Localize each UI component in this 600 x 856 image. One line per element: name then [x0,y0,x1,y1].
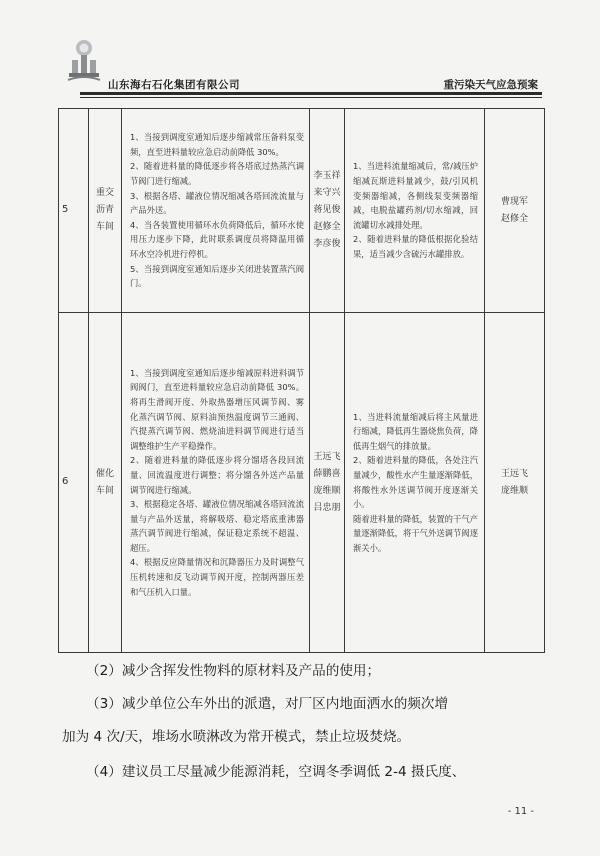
page-header [0,0,600,100]
emergency-measures-table [58,108,545,653]
measure-item: 4、根据反应降量情况和沉降器压力及时调整气压机转速和反飞动调节阀开度，控制两器压差和气压机入口量。 [130,557,304,597]
workshop-measures [345,109,485,313]
measure-item: 2、随着进料量的降低逐步将分馏塔各段回流量、回流温度进行调整；将分馏各外送产品量调节阀进行缩减。 [130,455,304,495]
workshop-measures [345,313,485,653]
body-paragraph: 加为 4 次/天，堆场水喷淋改为常开模式，禁止垃圾焚烧。 [62,729,411,745]
production-measures [122,313,310,653]
body-paragraph: （2）减少含挥发性物料的原材料及产品的使用； [86,663,381,679]
measure-item: 3、根据稳定各塔、罐液位情况缩减各塔回流流量与产品外送量，将解吸塔、稳定塔底重沸器蒸汽调节阀进行缩减，保证稳定系统不超温、超压。 [130,499,304,553]
row-number: 6 [59,313,89,653]
page-number: - 11 - [507,806,534,817]
body-paragraph: （3）减少单位公车外出的派遣，对厂区内地面洒水的频次增 [86,696,449,712]
workshop-name: 催化 车间 [89,313,122,653]
measure-item: 2、随着进料量的降低，各处注汽量减少，酸性水产生量逐渐降低，将酸性水外送调节阀开度逐渐关小。 [353,455,478,510]
measure-item: 1、当进料流量缩减后，常/减压炉缩减瓦斯进料量减少，鼓/引风机变频器缩减，各侧线泵变频器缩减，电脱盐罐药剂/切水缩减，回流罐切水减排处理。 [353,161,478,230]
document-title: 重污染天气应急预案 [443,79,538,91]
measure-item: 3、根据各塔、罐液位情况缩减各塔回流流量与产品外送。 [130,190,304,216]
measure-item: 1、当接到调度室通知后逐步缩减原料进料调节阀阀门，直至进料量较应急启动前降低 30%。将再生滑阀开度、外取热器增压风调节阀、雾化蒸汽调节阀、原料油预热温度调节三通阀、汽提蒸汽调节阀、燃烧油进料调节阀进行适当调整维护生产平稳操作。 [130,367,304,451]
table-row [59,313,545,653]
header-rule-thin [80,97,542,98]
workshop-responsible-persons: 曹现军 赵修全 [485,109,545,313]
measure-item: 4、当各装置使用循环水负荷降低后，循环水使用压力逐步下降，此时联系调度员将降温用循环水空冷机进行停机。 [130,219,304,259]
responsible-persons: 李玉祥 来守兴 蒋见俊 赵修全 李彦俊 [310,109,345,313]
measure-item: 2、随着进料量的降低逐步将各塔底过热蒸汽调节阀门进行缩减。 [130,161,304,187]
responsible-persons: 王远飞 薛鹏喜 庞维顺 吕忠朋 [310,313,345,653]
measure-item: 1、当进料流量缩减后将主风量进行缩减，降低再生器烧焦负荷，降低再生烟气的排放量。 [353,411,478,451]
header-rule-thick [80,92,542,95]
workshop-responsible-persons: 王远飞 庞维顺 [485,313,545,653]
measure-item: 1、当接到调度室通知后逐步缩减常压备料泵变频，直至进料量较应急启动前降低 30%。 [130,132,304,157]
table-row [59,109,545,313]
production-measures [122,109,310,313]
company-logo-icon [66,38,102,82]
workshop-name: 重交 沥青 车间 [89,109,122,313]
measure-item: 5、当接到调度室通知后逐步关闭进装置蒸汽阀门。 [130,263,304,289]
row-number: 5 [59,109,89,313]
body-paragraph: （4）建议员工尽量减少能源消耗，空调冬季调低 2-4 摄氏度、 [86,764,466,780]
measure-item: 随着进料量的降低，装置的干气产量逐渐降低，将干气外送调节阀逐渐关小。 [353,513,478,553]
measure-item: 2、随着进料量的降低根据化验结果，适当减少含硫污水罐排放。 [353,234,478,259]
company-name: 山东海右石化集团有限公司 [108,79,240,91]
